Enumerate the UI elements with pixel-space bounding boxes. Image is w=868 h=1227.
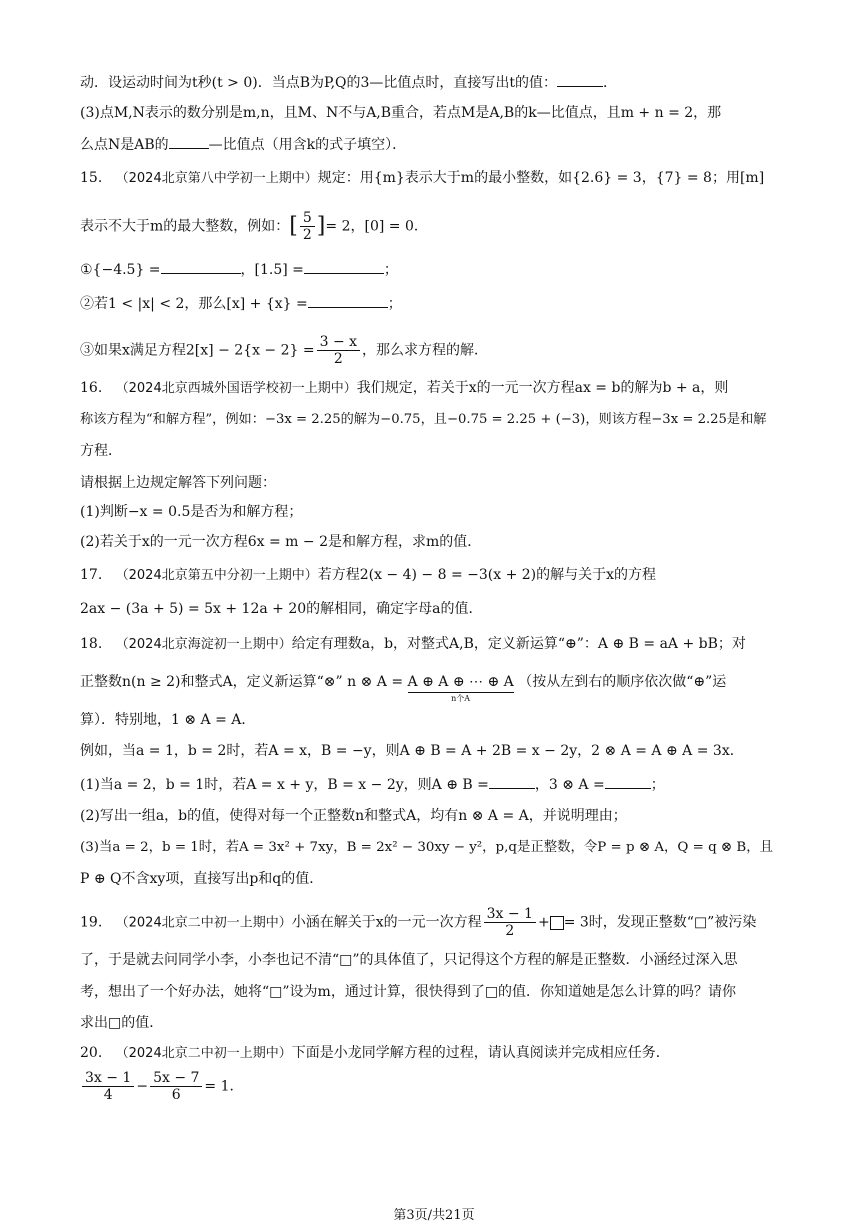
answer-blank (308, 293, 388, 308)
line-q14-3: (3)点M,N表示的数分别是m,n，且M、N不与A,B重合，若点M是A,B的k—比值点，且m + n = 2，那 (80, 105, 722, 121)
question-number: 17. (80, 567, 103, 583)
question-18-part1: (1)当a = 2，b = 1时，若A = x + y，B = x − 2y，则A ⊕ B = ，3 ⊗ A = ； (80, 774, 665, 795)
question-15-part1: ①{−4.5} = ，[1.5] = ； (80, 259, 398, 280)
question-18-part3: (3)当a = 2，b = 1时，若A = 3x² + 7xy，B = 2x² − 30xy − y²，p,q是正整数，令P = p ⊗ A，Q = q ⊗ B，且 (80, 840, 774, 855)
smudged-box-icon (550, 916, 564, 930)
question-18-example: 例如，当a = 1，b = 2时，若A = x，B = −y，则A ⊕ B = A + 2B = x − 2y，2 ⊗ A = A ⊕ A = 3x． (80, 743, 744, 759)
repeated-operation-underbrace: A ⊕ A ⊕ ⋯ ⊕ A n个A (407, 674, 514, 703)
question-source: （2024北京海淀初一上期中） (115, 637, 292, 652)
question-17-line2: 2ax − (3a + 5) = 5x + 12a + 20的解相同，确定字母a的值． (80, 601, 483, 617)
question-18-line2: 正整数n(n ≥ 2)和整式A，定义新运算“⊗” n ⊗ A = A ⊕ A ⊕ ⋯ ⊕ A n个A （按从左到右的顺序依次做“⊕”运 (80, 674, 727, 703)
question-18-line3: 算）．特别地，1 ⊗ A = A． (80, 712, 256, 728)
question-18-part2: (2)写出一组a，b的值，使得对每一个正整数n和整式A，均有n ⊗ A = A，并说明理由； (80, 808, 627, 824)
question-number: 16. (80, 380, 103, 396)
question-source: （2024北京西城外国语学校初一上期中） (115, 381, 357, 396)
question-20-head: 20. （2024北京二中初一上期中）下面是小龙同学解方程的过程，请认真阅读并完成相应任务． (80, 1045, 670, 1061)
answer-blank (557, 72, 603, 87)
question-source: （2024北京二中初一上期中） (115, 1046, 292, 1061)
question-16-part1: (1)判断−x = 0.5是否为和解方程； (80, 504, 303, 520)
fraction-5x-minus-7-over-6: $\frac{5x - 7}{6}$ (150, 1070, 202, 1103)
question-18-head: 18. （2024北京海淀初一上期中）给定有理数a，b，对整式A,B，定义新运算“⊕”：A ⊕ B = aA + bB；对 (80, 636, 746, 652)
question-16-line2: 称该方程为“和解方程”，例如：−3x = 2.25的解为−0.75，且−0.75 = 2.25 + (−3)，则该方程−3x = 2.25是和解 (80, 412, 767, 427)
line-q14-3b: 么点N是AB的 —比值点（用含k的式子填空）． (80, 134, 406, 155)
question-number: 18. (80, 636, 103, 652)
question-16-head: 16. （2024北京西城外国语学校初一上期中）我们规定，若关于x的一元一次方程ax = b的解为b + a，则 (80, 380, 729, 396)
answer-blank (605, 774, 651, 789)
question-source: （2024北京二中初一上期中） (115, 915, 292, 931)
question-source: （2024北京第五中分初一上期中） (115, 568, 318, 583)
fraction-5-2: $\frac{5}{2}$ (300, 210, 315, 243)
question-source: （2024北京第八中学初一上期中） (115, 171, 318, 186)
answer-blank (489, 774, 535, 789)
question-19-line3: 考，想出了一个好办法，她将“□”设为m，通过计算，很快得到了□的值．你知道她是怎么计算的吗？请你 (80, 984, 737, 1000)
line-q14-2: 动．设运动时间为t秒(t > 0)．当点B为P,Q的3—比值点时，直接写出t的值： ． (80, 72, 617, 93)
question-16-line3: 方程． (80, 443, 122, 459)
question-15-line2: 表示不大于m的最大整数，例如：[ $\frac{5}{2}$ ]= 2，[0] = 0． (80, 210, 428, 243)
question-15-head: 15. （2024北京第八中学初一上期中）规定：用{m}表示大于m的最小整数，如{2.6} = 3，{7} = 8；用[m] (80, 170, 765, 186)
question-16-line4: 请根据上边规定解答下列问题： (80, 475, 276, 491)
question-16-part2: (2)若关于x的一元一次方程6x = m − 2是和解方程，求m的值． (80, 534, 482, 550)
question-20-equation: $\frac{3x - 1}{4}$ − $\frac{5x - 7}{6}$ = 1． (80, 1070, 244, 1103)
question-15-part2: ②若1 < |x| < 2，那么[x] + {x} = ； (80, 293, 402, 314)
fraction-3x-minus-1-over-2: $\frac{3x - 1}{2}$ (484, 906, 536, 939)
fraction-3x-minus-1-over-4: $\frac{3x - 1}{4}$ (82, 1070, 134, 1103)
question-18-part3b: P ⊕ Q不含xy项，直接写出p和q的值． (80, 871, 324, 887)
question-number: 15. (80, 170, 103, 186)
fraction-3-minus-x-over-2: $\frac{3 - x}{2}$ (317, 334, 360, 367)
answer-blank (169, 134, 209, 149)
question-number: 19. (80, 914, 103, 931)
question-15-part3: ③如果x满足方程2[x] − 2{x − 2} = $\frac{3 - x}{2}$ ，那么求方程的解． (80, 334, 489, 367)
question-19-line2: 了，于是就去问同学小李，小李也记不清“□”的具体值了，只记得这个方程的解是正整数．小涵经过深入思 (80, 952, 738, 968)
answer-blank (304, 259, 384, 274)
question-17-head: 17. （2024北京第五中分初一上期中）若方程2(x − 4) − 8 = −3(x + 2)的解与关于x的方程 (80, 567, 657, 583)
question-19-head: 19. （2024北京二中初一上期中）小涵在解关于x的一元一次方程 $\frac{3x - 1}{2}$ + = 3时，发现正整数“□”被污染 (80, 906, 757, 939)
answer-blank (161, 259, 241, 274)
page-footer: 第3页/共21页 (393, 1208, 475, 1223)
question-number: 20. (80, 1045, 103, 1061)
question-19-line4: 求出□的值． (80, 1015, 164, 1031)
